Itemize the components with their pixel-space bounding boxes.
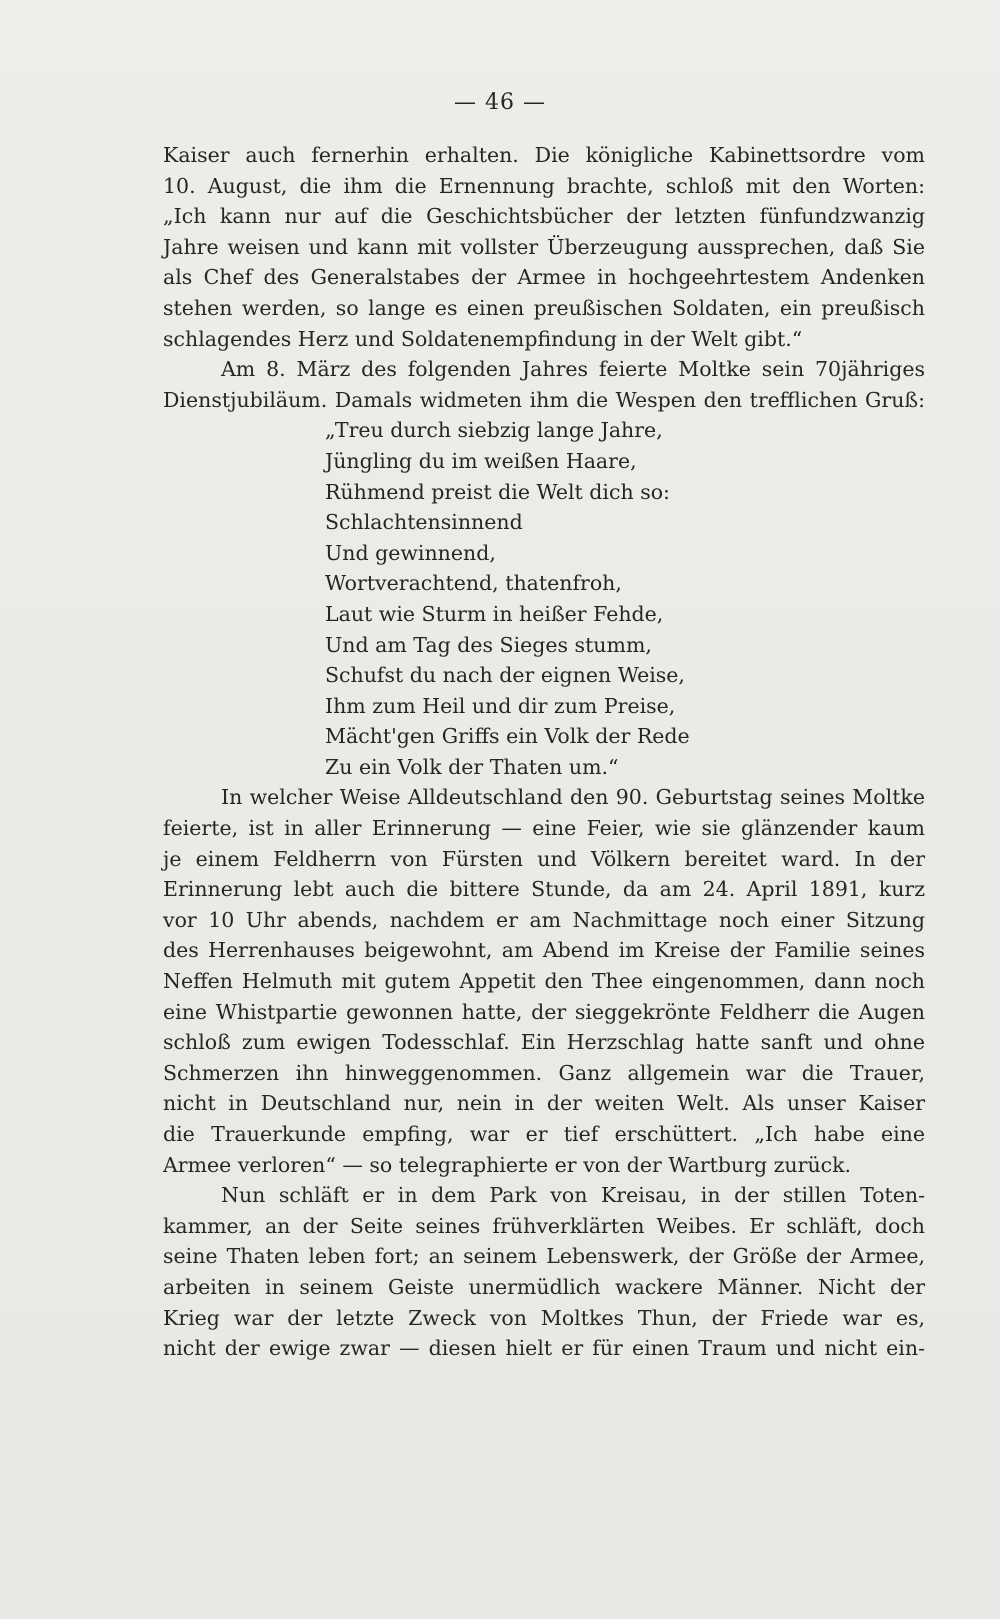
text-line: vor 10 Uhr abends, nachdem er am Nachmittage noch einer Sitzung [163, 907, 925, 932]
text-line: je einem Feldherrn von Fürsten und Völkern bereitet ward. In der [163, 846, 925, 871]
text-line: als Chef des Generalstabes der Armee in hochgeehrtestem Andenken [163, 265, 925, 290]
verse-line: Schufst du nach der eignen Weise, [325, 663, 685, 688]
text-line: schlagendes Herz und Soldatenempfindung in der Welt gibt.“ [163, 326, 803, 351]
verse-line: Wortverachtend, thatenfroh, [325, 571, 622, 596]
text-line: schloß zum ewigen Todesschlaf. Ein Herzschlag hatte sanft und ohne [163, 1030, 925, 1055]
text-line: arbeiten in seinem Geiste unermüdlich wackere Männer. Nicht der [163, 1274, 925, 1299]
text-line: Erinnerung lebt auch die bittere Stunde, da am 24. April 1891, kurz [163, 877, 925, 902]
body-text [163, 140, 925, 1364]
text-line: Jahre weisen und kann mit vollster Überzeugung aussprechen, daß Sie [163, 234, 925, 259]
verse-line: Mächt'gen Griffs ein Volk der Rede [325, 724, 690, 749]
text-line: seine Thaten leben fort; an seinem Lebenswerk, der Größe der Armee, [163, 1244, 925, 1269]
text-line: kammer, an der Seite seines frühverklärten Weibes. Er schläft, doch [163, 1213, 925, 1238]
text-line: nicht der ewige zwar — diesen hielt er für einen Traum und nicht ein- [163, 1336, 925, 1361]
text-line: „Ich kann nur auf die Geschichtsbücher der letzten fünfundzwanzig [163, 204, 925, 229]
verse-line: Jüngling du im weißen Haare, [325, 448, 637, 473]
text-line: stehen werden, so lange es einen preußischen Soldaten, ein preußisch [163, 295, 925, 320]
page-number: — 46 — [454, 90, 546, 115]
text-line: Neffen Helmuth mit gutem Appetit den Thee eingenommen, dann noch [163, 969, 925, 994]
verse-line: Rühmend preist die Welt dich so: [325, 479, 670, 504]
text-line: Dienstjubiläum. Damals widmeten ihm die Wespen den trefflichen Gruß: [163, 387, 925, 412]
verse-line: Laut wie Sturm in heißer Fehde, [325, 601, 664, 626]
verse-line: Und gewinnend, [325, 540, 496, 565]
verse-line: Zu ein Volk der Thaten um.“ [325, 754, 619, 779]
verse-line: Schlachtensinnend [325, 510, 523, 535]
text-line: die Trauerkunde empfing, war er tief erschüttert. „Ich habe eine [163, 1122, 925, 1146]
text-line: Armee verloren“ — so telegraphierte er von der Wartburg zurück. [163, 1152, 852, 1177]
text-line: 10. August, die ihm die Ernennung brachte, schloß mit den Worten: [163, 173, 925, 198]
text-line: des Herrenhauses beigewohnt, am Abend im Kreise der Familie seines [163, 938, 925, 963]
text-line: Nun schläft er in dem Park von Kreisau, in der stillen Toten- [221, 1183, 925, 1208]
text-line: Krieg war der letzte Zweck von Moltkes Thun, der Friede war es, [163, 1305, 925, 1330]
verse-line: Und am Tag des Sieges stumm, [325, 632, 652, 657]
text-line: Kaiser auch fernerhin erhalten. Die königliche Kabinettsordre vom [163, 143, 925, 167]
text-line: nicht in Deutschland nur, nein in der weiten Welt. Als unser Kaiser [163, 1091, 925, 1116]
verse-line: „Treu durch siebzig lange Jahre, [325, 418, 663, 443]
text-line: eine Whistpartie gewonnen hatte, der sieggekrönte Feldherr die Augen [163, 999, 925, 1024]
verse-line: Ihm zum Heil und dir zum Preise, [325, 693, 676, 718]
text-line: feierte, ist in aller Erinnerung — eine Feier, wie sie glänzender kaum [163, 816, 925, 841]
text-line: Am 8. März des folgenden Jahres feierte Moltke sein 70jähriges [221, 357, 925, 382]
text-line: Schmerzen ihn hinweggenommen. Ganz allgemein war die Trauer, [163, 1060, 925, 1085]
text-line: In welcher Weise Alldeutschland den 90. Geburtstag seines Moltke [221, 785, 925, 810]
